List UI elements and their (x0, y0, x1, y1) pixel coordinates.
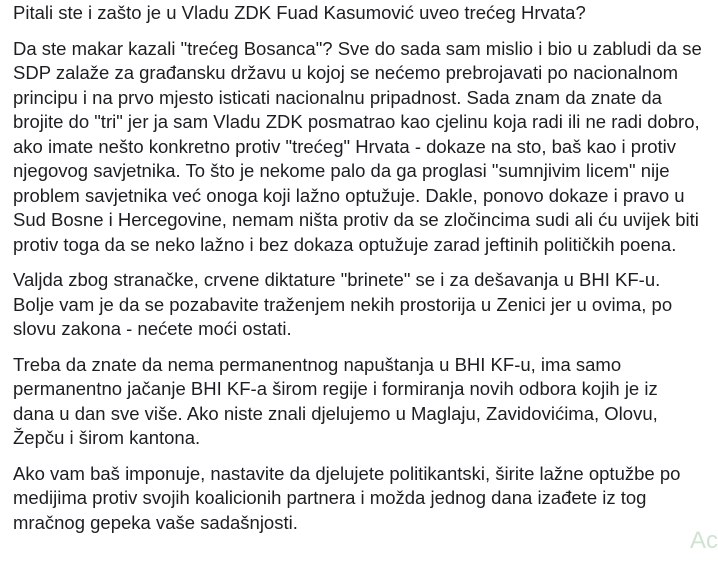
post-paragraph: Da ste makar kazali "trećeg Bosanca"? Sve do sada sam mislio i bio u zabludi da se SDP zalaže za građansku državu u kojoj se nećemo prebrojavati po nacionalnom principu i na prvo mjesto isticati nacionalnu pripadnost. Sada znam da znate da brojite do "tri" jer ja sam Vladu ZDK posmatrao kao cjelinu koja radi ili ne radi dobro, ako imate nešto konkretno protiv "trećeg" Hrvata - dokaze na sto, baš kao i protiv njegovog savjetnika. To što je nekome palo da ga proglasi "sumnjivim licem" nije problem savjetnika već onoga koji lažno optužuje. Dakle, ponovo dokaze i pravo u Sud Bosne i Hercegovine, nemam ništa protiv da se zločincima sudi ali ću uvijek biti protiv toga da se neko lažno i bez dokaza optužuje zarad jeftinih političkih poena. (13, 37, 702, 255)
post-paragraph: Ako vam baš imponuje, nastavite da djelujete politikantski, širite lažne optužbe po medijima protiv svojih koalicionih partnera i možda jednog dana izađete iz tog mračnog gepeka vaše sadašnjosti. (13, 462, 681, 533)
faded-corner-text: Ac (690, 527, 718, 554)
post-paragraph: Treba da znate da nema permanentnog napuštanja u BHI KF-u, ima samo permanentno jačanje BHI KF-a širom regije i formiranja novih odbora kojih je iz dana u dan sve više. Ako niste znali djelujemo u Maglaju, Zavidovićima, Olovu, Žepču i širom kantona. (13, 353, 658, 448)
post-body (13, 1, 703, 546)
post-paragraph-question: Pitali ste i zašto je u Vladu ZDK Fuad Kasumović uveo trećeg Hrvata? (13, 2, 586, 23)
post-paragraph: Valjda zbog stranačke, crvene diktature "brinete" se i za dešavanja u BHI KF-u. Bolje vam je da se pozabavite traženjem nekih prostorija u Zenici jer u ovima, po slovu zakona - nećete moći ostati. (13, 269, 673, 339)
